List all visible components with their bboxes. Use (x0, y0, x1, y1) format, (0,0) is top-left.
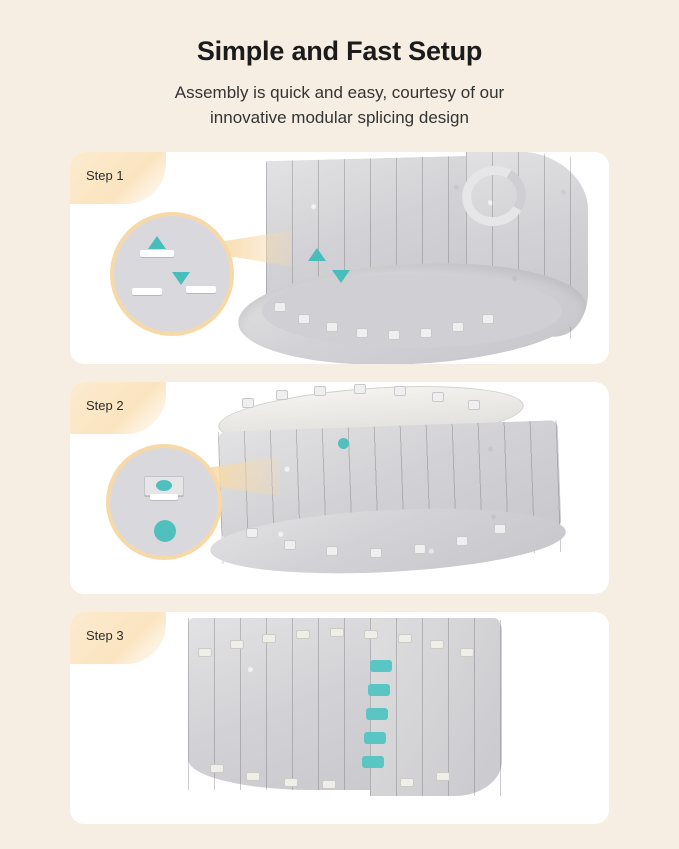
step-label-1: Step 1 (86, 168, 124, 184)
bottom-peg (400, 778, 414, 787)
rim-tab (468, 400, 480, 410)
top-peg (460, 648, 474, 657)
base-tab (494, 524, 506, 534)
subtitle-line-2: innovative modular splicing design (210, 107, 469, 127)
top-peg (296, 630, 310, 639)
step-card-2 (70, 382, 609, 594)
slot-cutout (186, 286, 216, 293)
base-tab (388, 330, 400, 340)
rim-tab (354, 384, 366, 394)
page-title: Simple and Fast Setup (196, 36, 483, 66)
rim-tab (276, 390, 288, 400)
teal-triangle-marker (172, 272, 190, 285)
top-peg (330, 628, 344, 637)
page-header (0, 0, 679, 130)
subtitle-line-1: Assembly is quick and easy, courtesy of our (174, 83, 505, 102)
base-tab (274, 302, 286, 312)
base-tab (482, 314, 494, 324)
base-tab (326, 322, 338, 332)
top-peg (230, 640, 244, 649)
teal-clip (364, 732, 386, 744)
top-peg (262, 634, 276, 643)
base-tab (370, 548, 382, 558)
slot-cutout (150, 494, 178, 500)
steps-list (0, 152, 679, 824)
teal-clip (362, 756, 384, 768)
detail-magnifier-1 (110, 212, 234, 336)
bottom-peg (284, 778, 298, 787)
teal-triangle-marker (308, 248, 326, 261)
page-subtitle (105, 81, 575, 130)
step-label-3: Step 3 (86, 628, 124, 644)
base-tab (414, 544, 426, 554)
rim-tab (432, 392, 444, 402)
teal-triangle-marker (332, 270, 350, 283)
bottom-peg (210, 764, 224, 773)
bottom-peg (246, 772, 260, 781)
base-tab (420, 328, 432, 338)
top-peg (398, 634, 412, 643)
top-peg (364, 630, 378, 639)
rim-tab (314, 386, 326, 396)
base-tab (452, 322, 464, 332)
bottom-peg (436, 772, 450, 781)
detail-magnifier-2 (106, 444, 222, 560)
base-tab (326, 546, 338, 556)
teal-triangle-marker (148, 236, 166, 249)
step-card-3 (70, 612, 609, 824)
rim-tab (242, 398, 254, 408)
base-tab (356, 328, 368, 338)
step-label-2: Step 2 (86, 398, 124, 414)
slot-cutout (132, 288, 162, 295)
step-card-1 (70, 152, 609, 364)
teal-clip (368, 684, 390, 696)
base-panel-inner (262, 274, 562, 348)
base-tab (284, 540, 296, 550)
rim-tab (394, 386, 406, 396)
bottom-peg (322, 780, 336, 789)
teal-clip (366, 708, 388, 720)
teal-connector-dot (154, 520, 176, 542)
teal-clip (370, 660, 392, 672)
slot-cutout (140, 250, 174, 257)
top-peg (430, 640, 444, 649)
top-peg (198, 648, 212, 657)
base-tab (456, 536, 468, 546)
base-tab (246, 528, 258, 538)
base-tab (298, 314, 310, 324)
